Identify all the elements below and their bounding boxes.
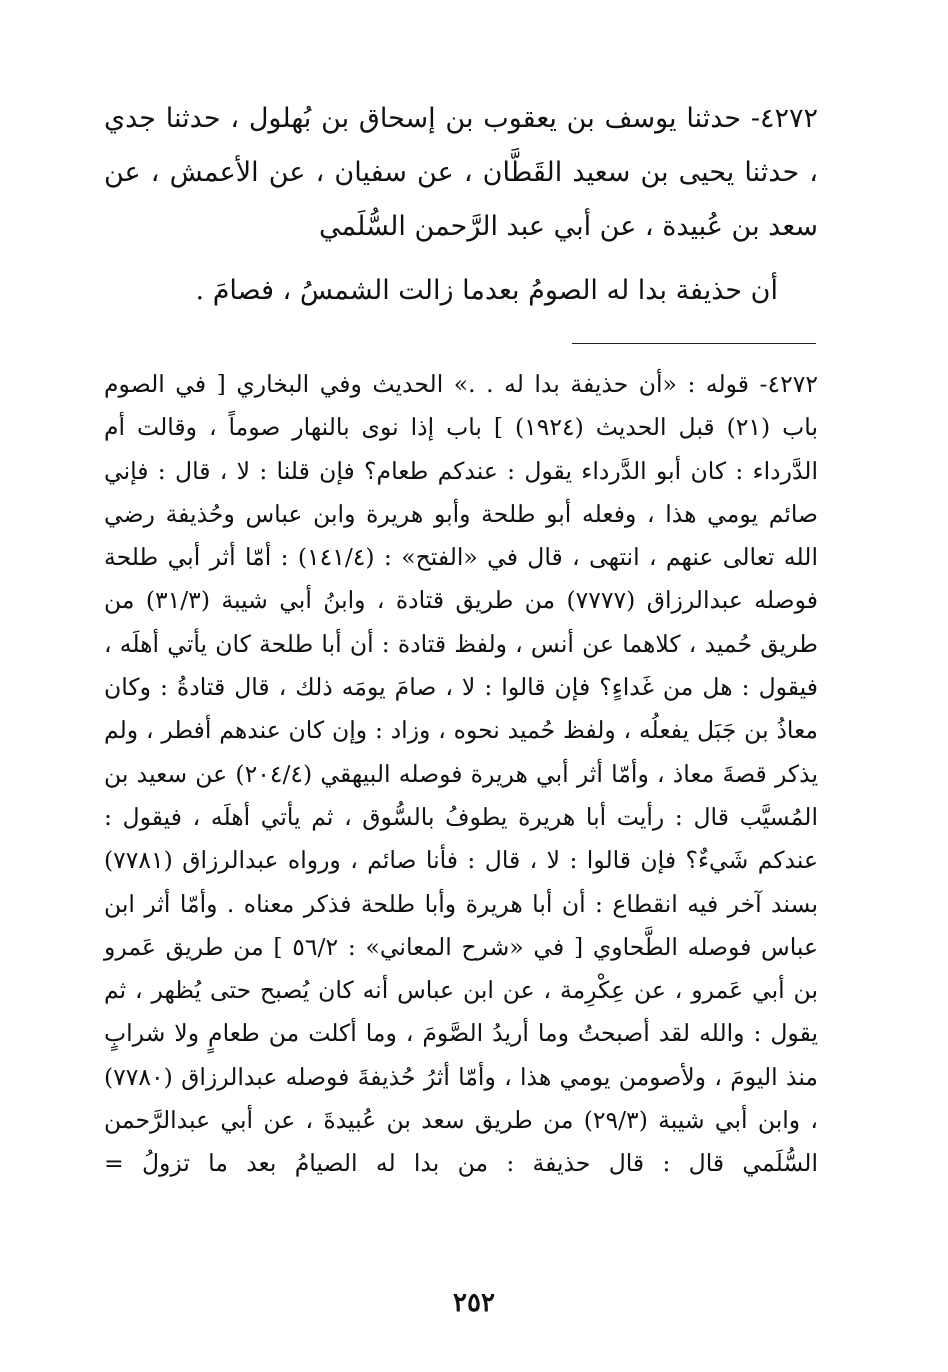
main-text	[104, 92, 818, 318]
hadith-chain: ٤٢٧٢- حدثنا يوسف بن يعقوب بن إسحاق بن بُهلول ، حدثنا جدي ، حدثنا يحيى بن سعيد القَطَّان ، عن سفيان ، عن الأعمش ، عن سعد بن عُبيدة ، عن أبي عبد الرَّحمن السُّلَمي	[104, 103, 818, 242]
hadith-text: أن حذيفة بدا له الصومُ بعدما زالت الشمسُ ، فصامَ .	[195, 275, 778, 306]
footnote-text: ٤٢٧٢- قوله : «أن حذيفة بدا له . .» الحديث وفي البخاري [ في الصوم باب (٢١) قبل الحديث (١٩٢٤) ] باب إذا نوى بالنهار صوماً ، وقالت أم الدَّرداء : كان أبو الدَّرداء يقول : عندكم طعام؟ فإن قلنا : لا ، قال : فإني صائم يومي هذا ، وفعله أبو طلحة وأبو هريرة وابن عباس وحُذيفة رضي الله تعالى عنهم ، انتهى ، قال في «الفتح» : (١٤١/٤) : أمّا أثر أبي طلحة فوصله عبدالرزاق (٧٧٧٧) من طريق قتادة ، وابنُ أبي شيبة (٣١/٣) من طريق حُميد ، كلاهما عن أنس ، ولفظ قتادة : أن أبا طلحة كان يأتي أهلَه ، فيقول : هل من غَداءٍ؟ فإن قالوا : لا ، صامَ يومَه ذلك ، قال قتادةُ : وكان معاذُ بن جَبَل يفعلُه ، ولفظ حُميد نحوه ، وزاد : وإن كان عندهم أفطر ، ولم يذكر قصةَ معاذ ، وأمّا أثر أبي هريرة فوصله البيهقي (٢٠٤/٤) عن سعيد بن المُسيَّب قال : رأيت أبا هريرة يطوفُ بالسُّوق ، ثم يأتي أهلَه ، فيقول : عندكم شَيءٌ؟ فإن قالوا : لا ، قال : فأنا صائم ، ورواه عبدالرزاق (٧٧٨١) بسند آخر فيه انقطاع : أن أبا هريرة وأبا طلحة فذكر معناه . وأمّا أثر ابن عباس فوصله الطَّحاوي [ في «شرح المعاني» : ٥٦/٢ ] من طريق عَمرو بن أبي عَمرو ، عن عِكْرِمة ، عن ابن عباس أنه كان يُصبح حتى يُظهر ، ثم يقول : والله لقد أصبحتُ وما أريدُ الصَّومَ ، وما أكلت من طعامٍ ولا شرابٍ منذ اليومَ ، ولأصومن يومي هذا ، وأمّا أثرُ حُذيفةَ فوصله عبدالرزاق (٧٧٨٠) ، وابن أبي شيبة (٢٩/٣) من طريق سعد بن عُبيدةَ ، عن أبي عبدالرَّحمن السُّلَمي قال : قال حذيفة : من بدا له الصيامُ بعد ما تزولُ =	[104, 370, 818, 1178]
footnote	[104, 363, 818, 1186]
footnote-divider	[572, 343, 816, 344]
page-number: ٢٥٢	[453, 1288, 495, 1318]
